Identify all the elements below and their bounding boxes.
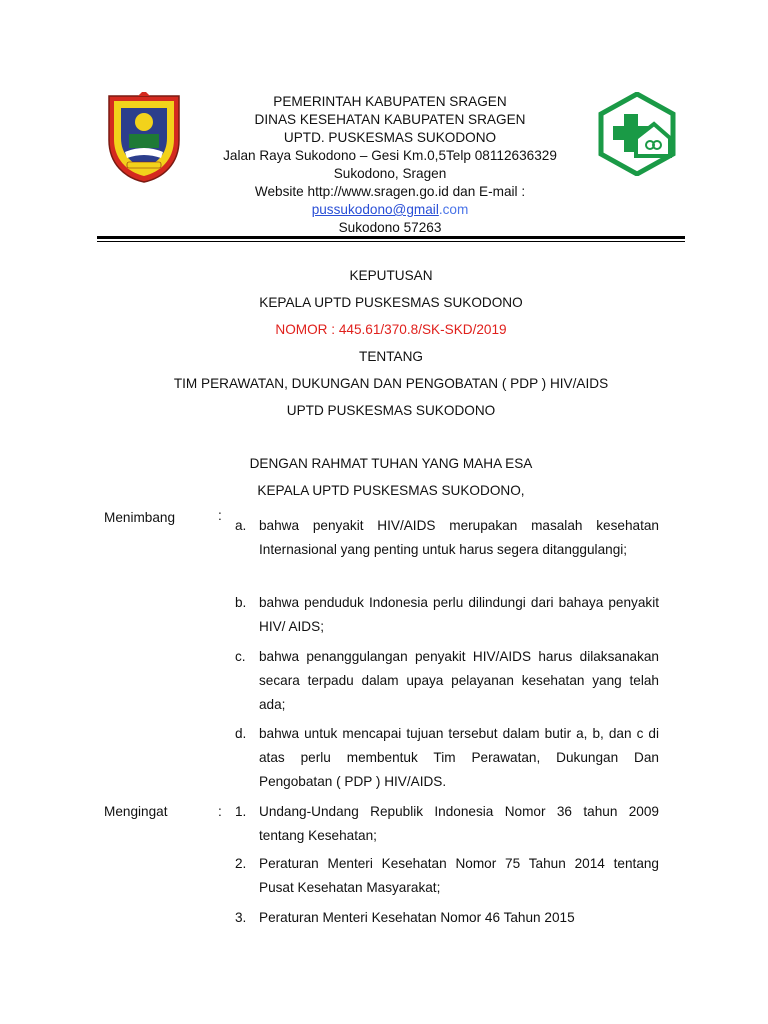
list-item-text: Peraturan Menteri Kesehatan Nomor 46 Tahun 2015 (259, 910, 575, 925)
list-item-text: bahwa untuk mencapai tujuan tersebut dalam butir a, b, dan c di atas perlu membentuk Tim Perawatan, Dukungan Dan Pengobatan ( PDP ) HIV/AIDS. (259, 726, 659, 789)
preamble-issuer: KEPALA UPTD PUSKESMAS SUKODONO, (257, 483, 525, 498)
kabupaten-sragen-crest-icon (105, 92, 183, 184)
letterhead (190, 93, 590, 237)
list-item (235, 852, 659, 900)
postal-line: Sukodono 57263 (338, 220, 442, 235)
list-item-text: Undang-Undang Republik Indonesia Nomor 36 tahun 2009 tentang Kesehatan; (259, 804, 659, 843)
list-marker: b. (235, 595, 247, 610)
menimbang-label: Menimbang (104, 510, 176, 525)
letterhead-divider-thick (97, 236, 685, 239)
list-item (235, 514, 659, 562)
decree-unit: UPTD PUSKESMAS SUKODONO (286, 403, 496, 418)
list-marker: c. (235, 649, 246, 664)
mengingat-label: Mengingat (104, 804, 168, 819)
letterhead-line: PEMERINTAH KABUPATEN SRAGEN (273, 94, 507, 109)
letterhead-line: Jalan Raya Sukodono – Gesi Km.0,5Telp 08112636329 (223, 148, 557, 163)
decree-about-label: TENTANG (359, 349, 423, 364)
list-marker: 3. (235, 910, 247, 925)
list-item-text: bahwa penyakit HIV/AIDS merupakan masalah kesehatan Internasional yang penting untuk harus segera ditanggulangi; (259, 518, 659, 557)
list-item-text: Peraturan Menteri Kesehatan Nomor 75 Tahun 2014 tentang Pusat Kesehatan Masyarakat; (259, 856, 659, 895)
decree-subject: TIM PERAWATAN, DUKUNGAN DAN PENGOBATAN ( PDP ) HIV/AIDS (173, 376, 609, 391)
email-link[interactable]: pussukodono@gmail (311, 202, 439, 217)
decree-issuer: KEPALA UPTD PUSKESMAS SUKODONO (259, 295, 523, 310)
letterhead-divider-thin (97, 241, 685, 242)
list-item (235, 906, 659, 930)
list-item (235, 645, 659, 717)
preamble-rahmat: DENGAN RAHMAT TUHAN YANG MAHA ESA (249, 456, 533, 471)
list-marker: d. (235, 726, 247, 741)
menimbang-colon: : (218, 508, 222, 523)
list-item (235, 591, 659, 639)
list-item (235, 722, 659, 794)
letterhead-line: Website http://www.sragen.go.id dan E-mail : (254, 184, 526, 199)
letterhead-line: Sukodono, Sragen (333, 166, 447, 181)
list-marker: 2. (235, 856, 247, 871)
decree-number: NOMOR : 445.61/370.8/SK-SKD/2019 (275, 322, 507, 337)
email-line (190, 201, 590, 219)
list-item-text: bahwa penanggulangan penyakit HIV/AIDS harus dilaksanakan secara terpadu dalam upaya pelayanan kesehatan yang telah ada; (259, 649, 659, 712)
letterhead-line: UPTD. PUSKESMAS SUKODONO (283, 130, 497, 145)
list-marker: 1. (235, 804, 247, 819)
list-item (235, 800, 659, 848)
puskesmas-logo-icon (598, 92, 676, 176)
email-domain[interactable]: .com (438, 202, 469, 217)
list-item-text: bahwa penduduk Indonesia perlu dilindungi dari bahaya penyakit HIV/ AIDS; (259, 595, 659, 634)
mengingat-colon: : (218, 804, 222, 819)
decree-heading: KEPUTUSAN (349, 268, 433, 283)
list-marker: a. (235, 518, 247, 533)
letterhead-line: DINAS KESEHATAN KABUPATEN SRAGEN (254, 112, 526, 127)
